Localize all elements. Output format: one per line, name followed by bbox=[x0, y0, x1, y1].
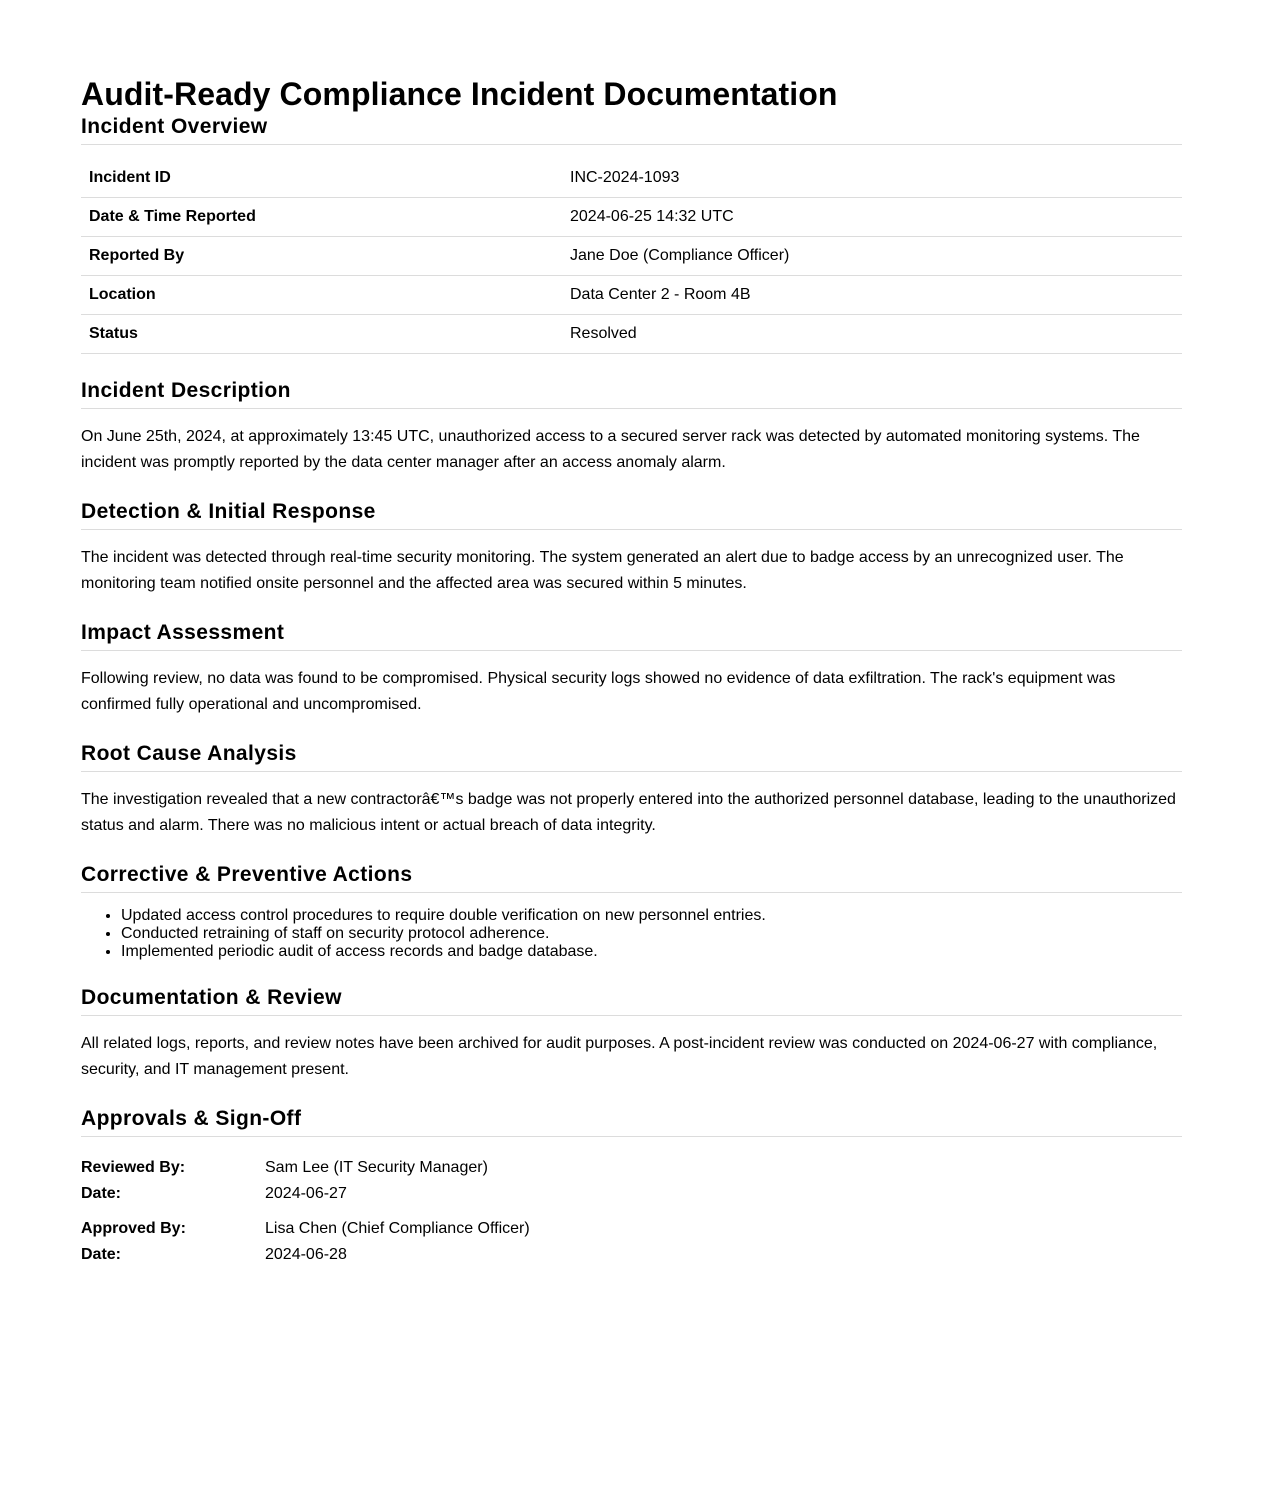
list-item: • Updated access control procedures to require double verification on new personnel entries. bbox=[121, 907, 1182, 925]
root-cause-heading: Root Cause Analysis bbox=[81, 741, 1182, 772]
incident-id-value: INC-2024-1093 bbox=[562, 159, 1182, 198]
table-row bbox=[81, 315, 1182, 354]
description-text: On June 25th, 2024, at approximately 13:45 UTC, unauthorized access to a secured server rack was detected by automated monitoring systems. The incident was promptly reported by the data center manager after an access anomaly alarm. bbox=[81, 428, 1140, 471]
table-row bbox=[81, 198, 1182, 237]
overview-heading: Incident Overview bbox=[81, 114, 1182, 145]
detection-text: The incident was detected through real-time security monitoring. The system generated an alert due to badge access by an unrecognized user. The monitoring team notified onsite personnel and the affected area was secured within 5 minutes. bbox=[81, 549, 1124, 592]
reported-datetime-value: 2024-06-25 14:32 UTC bbox=[562, 198, 1182, 237]
reported-by-value: Jane Doe (Compliance Officer) bbox=[562, 237, 1182, 276]
approvals-section bbox=[81, 1106, 1182, 1268]
reported-by-label: Reported By bbox=[81, 237, 562, 276]
incident-id-label: Incident ID bbox=[81, 159, 562, 198]
reviewed-by-label: Reviewed By: bbox=[81, 1159, 186, 1176]
reviewer-name: Sam Lee (IT Security Manager) bbox=[265, 1159, 488, 1176]
list-item: • Conducted retraining of staff on security protocol adherence. bbox=[121, 925, 1182, 943]
detection-heading: Detection & Initial Response bbox=[81, 499, 1182, 530]
description-heading: Incident Description bbox=[81, 378, 1182, 409]
location-value: Data Center 2 - Room 4B bbox=[562, 276, 1182, 315]
approver-signoff bbox=[81, 1216, 1182, 1268]
approvals-heading: Approvals & Sign-Off bbox=[81, 1106, 1182, 1137]
review-date-label: Date: bbox=[81, 1185, 122, 1202]
description-section bbox=[81, 378, 1182, 475]
root-cause-section bbox=[81, 741, 1182, 838]
approval-date-label: Date: bbox=[81, 1246, 122, 1263]
table-row bbox=[81, 159, 1182, 198]
table-row bbox=[81, 237, 1182, 276]
impact-heading: Impact Assessment bbox=[81, 620, 1182, 651]
documentation-text: All related logs, reports, and review notes have been archived for audit purposes. A post-incident review was conducted on 2024-06-27 with compliance, security, and IT management present. bbox=[81, 1035, 1158, 1078]
list-item: • Implemented periodic audit of access records and badge database. bbox=[121, 943, 1182, 961]
signoff-row bbox=[81, 1216, 1182, 1242]
detection-section bbox=[81, 499, 1182, 596]
actions-heading: Corrective & Preventive Actions bbox=[81, 862, 1182, 893]
status-label: Status bbox=[81, 315, 562, 354]
impact-text: Following review, no data was found to be compromised. Physical security logs showed no evidence of data exfiltration. The rack's equipment was confirmed fully operational and uncompromised. bbox=[81, 670, 1116, 713]
impact-section bbox=[81, 620, 1182, 717]
approver-name: Lisa Chen (Chief Compliance Officer) bbox=[265, 1220, 530, 1237]
signoff-row bbox=[81, 1242, 1182, 1268]
document-title: Audit-Ready Compliance Incident Documentation bbox=[81, 76, 838, 112]
root-cause-text: The investigation revealed that a new contractorâ€™s badge was not properly entered into the authorized personnel database, leading to the unauthorized status and alarm. There was no malicious intent or actual breach of data integrity. bbox=[81, 791, 1176, 834]
documentation-heading: Documentation & Review bbox=[81, 985, 1182, 1016]
actions-list bbox=[81, 907, 1182, 961]
review-date: 2024-06-27 bbox=[265, 1185, 347, 1202]
reported-datetime-label: Date & Time Reported bbox=[81, 198, 562, 237]
actions-section bbox=[81, 862, 1182, 961]
signoff-row bbox=[81, 1181, 1182, 1207]
approved-by-label: Approved By: bbox=[81, 1220, 186, 1237]
location-label: Location bbox=[81, 276, 562, 315]
table-row bbox=[81, 276, 1182, 315]
status-value: Resolved bbox=[562, 315, 1182, 354]
approval-date: 2024-06-28 bbox=[265, 1246, 347, 1263]
reviewer-signoff bbox=[81, 1155, 1182, 1207]
documentation-section bbox=[81, 985, 1182, 1082]
overview-table bbox=[81, 159, 1182, 354]
signoff-block bbox=[81, 1155, 1182, 1268]
signoff-row bbox=[81, 1155, 1182, 1181]
